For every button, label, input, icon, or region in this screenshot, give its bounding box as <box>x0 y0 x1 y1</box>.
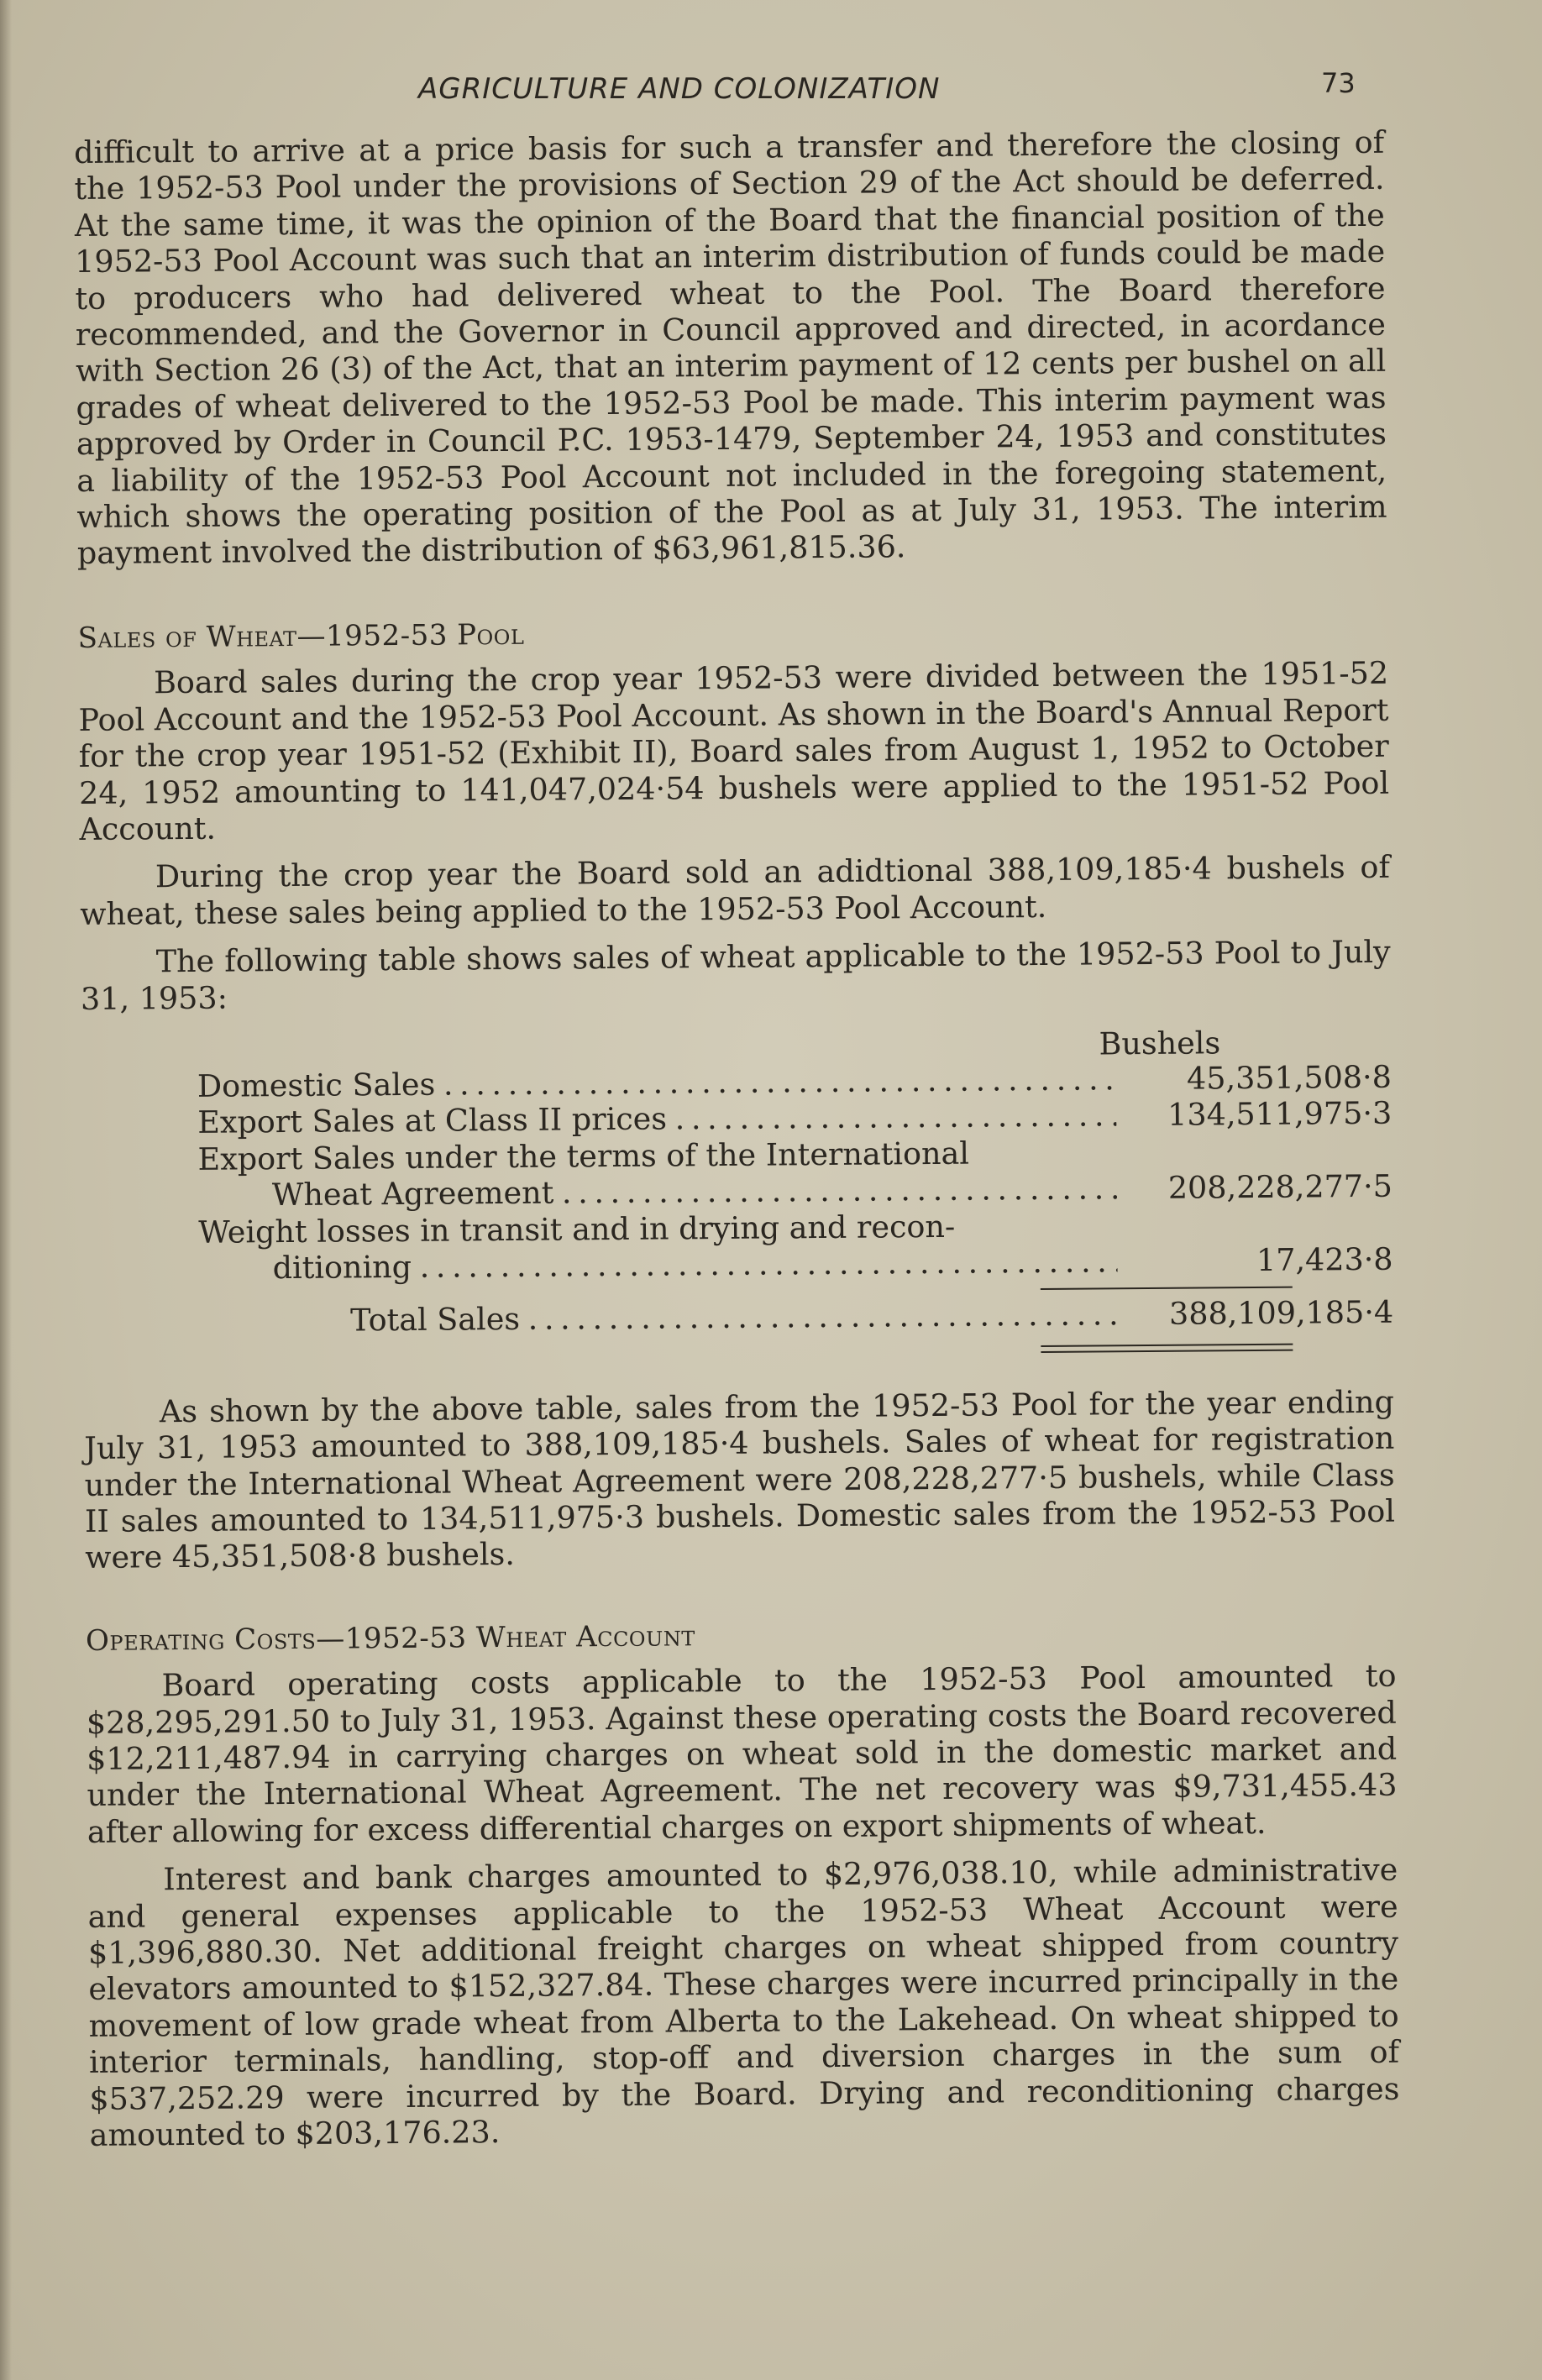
total-label: Total Sales . . . <box>350 1297 1118 1339</box>
intro-paragraph: difficult to arrive at a price basis for such a transfer and therefore the closing of the 1952-53 Pool under the provisions of Section 29 of the Act should be deferred. At the same time, it was the opinion of the Board that the financial position of the 1952-53 Pool Account was such that an interim distribution of funds could be made to producers who had delivered wheat to the Pool. The Board therefore recommended, and the Governor in Council approved and directed, in acordance with Section 26 (3) of the Act, that an interim payment of 12 cents per bushel on all grades of wheat delivered to the 1952-53 Pool be made. This interim payment was approved by Order in Council P.C. 1953-1479, September 24, 1953 and constitutes a liability of the 1952-53 Pool Account not included in the foregoing statement, which shows the operating position of the Pool as at July 31, 1953. The interim payment involved the distribution of $63,961,815.36. <box>74 123 1387 572</box>
sales-paragraph-3: The following table shows sales of wheat applicable to the 1952-53 Pool to July 31, 1953: <box>80 933 1391 1017</box>
row-label-continued: ditioning . . . <box>198 1243 1117 1287</box>
table-row-weight-losses <box>82 1204 1393 1287</box>
table-row-export-iwa <box>81 1131 1393 1214</box>
running-title: AGRICULTURE AND COLONIZATION <box>418 72 941 106</box>
subtotal-rule <box>1041 1287 1293 1290</box>
row-label-continued: Wheat Agreement . . . <box>198 1170 1117 1214</box>
running-head <box>0 67 1542 109</box>
section-heading-operating-costs: Operating Costs—1952-53 Wheat Account <box>85 1619 695 1658</box>
row-value: 208,228,277·5 <box>1167 1167 1393 1206</box>
sales-paragraph-2: During the crop year the Board sold an adidtional 388,109,185·4 bushels of wheat, these sales being applied to the 1952-53 Pool Account. <box>80 849 1391 932</box>
operating-paragraph-2: Interest and bank charges amounted to $2,976,038.10, while administrative and general expenses applicable to the 1952-53 Wheat Account were $1,396,880.30. Net additional freight charges on wheat shipped from country elevators amounted to $152,327.84. These charges were incurred principally in the movement of low grade wheat from Alberta to the Lakehead. On wheat shipped to interior terminals, handling, stop-off and diversion charges in the sum of $537,252.29 were incurred by the Board. Drying and reconditioning charges amounted to $203,176.23. <box>87 1851 1400 2154</box>
page-number: 73 <box>1321 67 1356 99</box>
row-value: 134,511,975·3 <box>1167 1095 1393 1134</box>
row-label-block <box>197 1134 1117 1214</box>
row-label: Export Sales at Class II prices . . . <box>197 1098 1116 1141</box>
row-label: Weight losses in transit and in drying and recon- <box>198 1208 956 1250</box>
row-label: Export Sales under the terms of the International <box>197 1135 970 1177</box>
table-row-total <box>83 1294 1393 1341</box>
unit-header: Bushels <box>1099 1025 1221 1062</box>
row-label-block <box>198 1207 1118 1287</box>
total-double-rule <box>1041 1343 1293 1352</box>
table-unit-row <box>81 1019 1391 1069</box>
sales-summary-paragraph: As shown by the above table, sales from the 1952-53 Pool for the year ending July 31, 1953 amounted to 388,109,185·4 bushels. Sales of wheat for registration under the International Wheat Agreement were 208,228,277·5 bushels, while Class II sales amounted to 134,511,975·3 bushels. Domestic sales from the 1952-53 Pool were 45,351,508·8 bushels. <box>84 1383 1396 1576</box>
section-heading-sales: Sales of Wheat—1952-53 Pool <box>77 617 525 655</box>
row-value: 17,423·8 <box>1256 1240 1393 1278</box>
page-body <box>74 124 1400 2154</box>
sales-table <box>81 1019 1393 1360</box>
row-label: Domestic Sales . . . <box>197 1061 1116 1104</box>
operating-paragraph-1: Board operating costs applicable to the 1952-53 Pool amounted to $28,295,291.50 to July 31, 1953. Against these operating costs the Board recovered $12,211,487.94 in carrying charges on wheat sold in the domestic market and under the International Wheat Agreement. The net recovery was $9,731,455.43 after allowing for excess differential charges on export shipments of wheat. <box>86 1657 1398 1850</box>
sales-paragraph-1: Board sales during the crop year 1952-53 were divided between the 1951-52 Pool Account and the 1952-53 Pool Account. As shown in the Board's Annual Report for the crop year 1951-52 (Exhibit II), Board sales from August 1, 1952 to October 24, 1952 amounting to 141,047,024·54 bushels were applied to the 1951-52 Pool Account. <box>78 655 1390 847</box>
total-value: 388,109,185·4 <box>1168 1294 1394 1333</box>
row-value: 45,351,508·8 <box>1186 1058 1393 1097</box>
